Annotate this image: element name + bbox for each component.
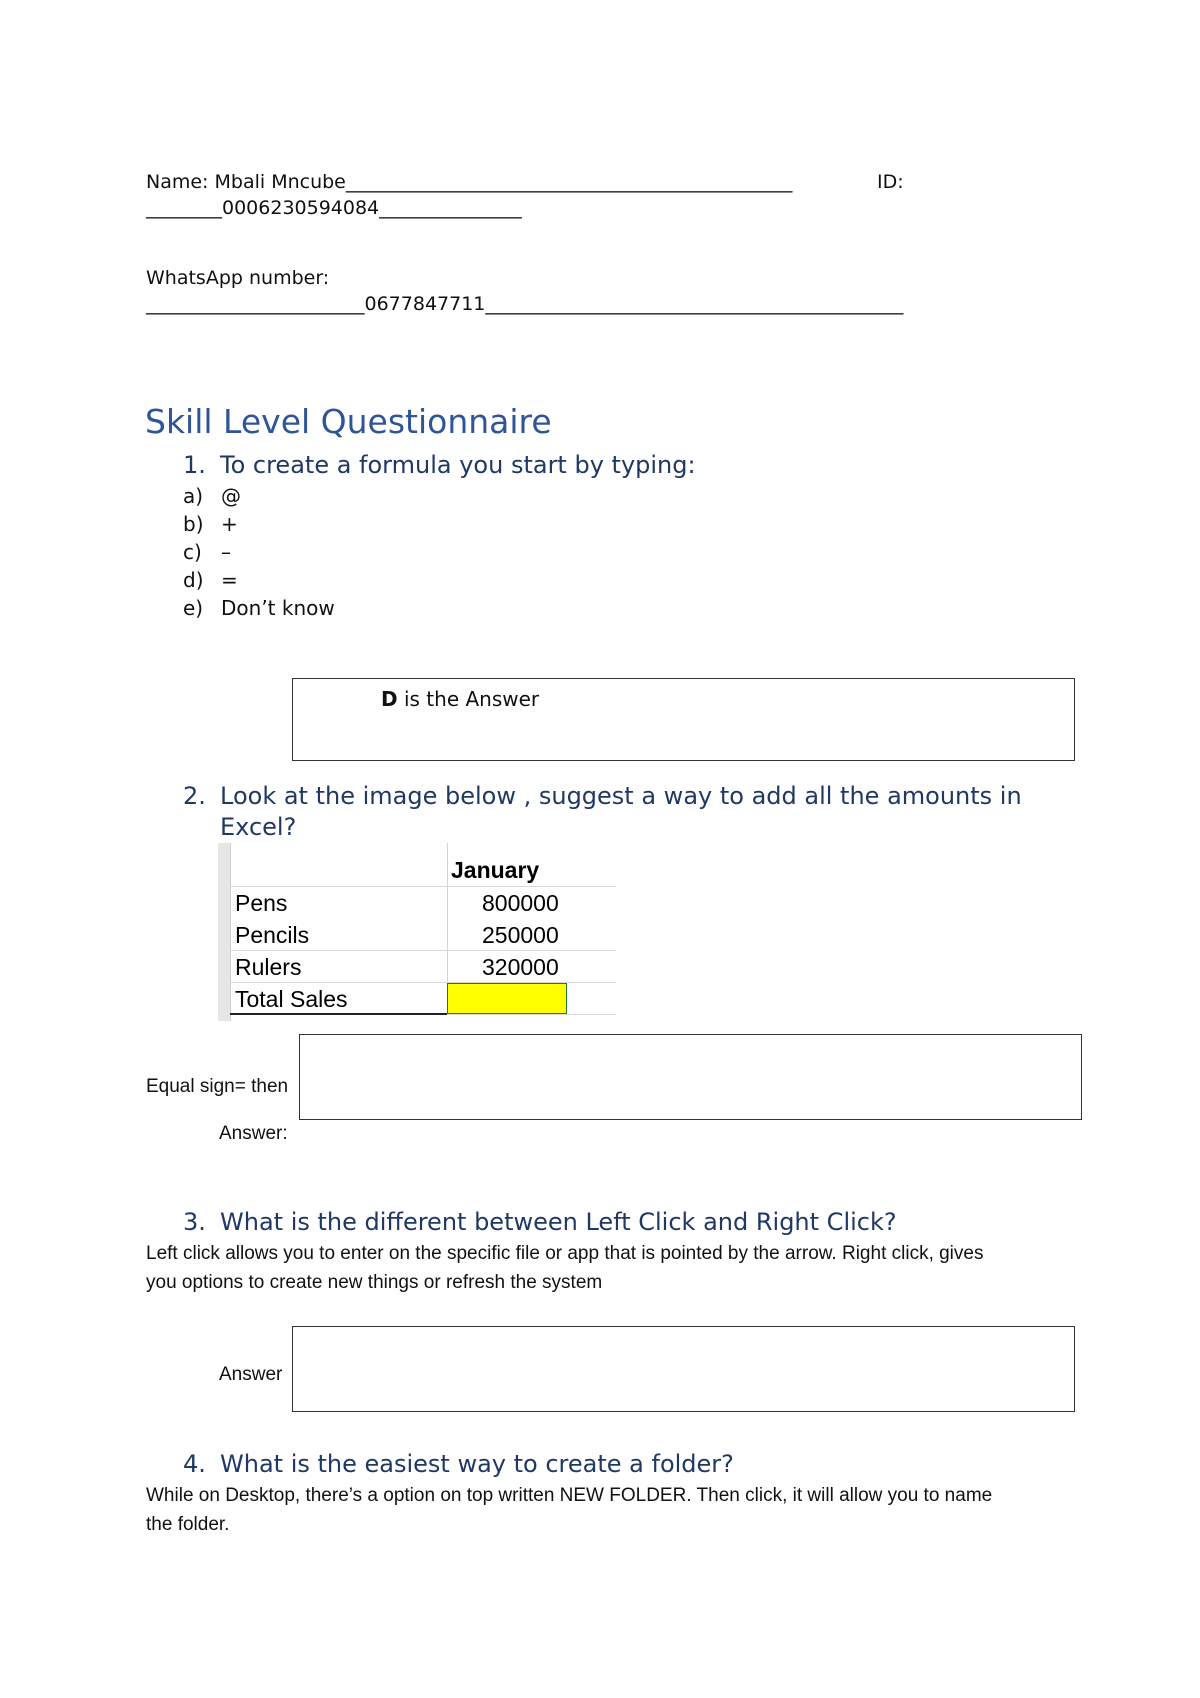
q1-answer-rest: is the Answer [397, 687, 540, 711]
option-d: d) = [183, 568, 238, 592]
question-3 [183, 1207, 1083, 1239]
table-row-amount: 320000 [482, 954, 559, 980]
q3-answer-label: Answer [219, 1364, 283, 1385]
q3-answer-line1: Left click allows you to enter on the specific file or app that is pointed by the arrow. Right click, gives [146, 1243, 984, 1264]
question-1 [183, 450, 1083, 482]
question-2-number: 2. [183, 782, 206, 810]
id-prefix: ________ [146, 197, 222, 219]
whatsapp-prefix: _______________________ [146, 293, 365, 315]
question-1-text: To create a formula you start by typing: [220, 451, 696, 479]
q2-answer-box[interactable] [299, 1034, 1082, 1120]
id-suffix: _______________ [379, 197, 522, 219]
gridline [230, 886, 616, 887]
question-2-text-line2: Excel? [220, 813, 297, 841]
page-title: Skill Level Questionnaire [145, 402, 552, 441]
table-row-item: Pens [235, 890, 288, 916]
q1-answer-bold: D [381, 687, 398, 711]
total-sales-highlight-cell[interactable] [447, 983, 567, 1014]
table-row-item: Rulers [235, 954, 302, 980]
q2-answer-prefix: Equal sign= then [146, 1076, 289, 1097]
whatsapp-suffix: ____________________________________________ [485, 293, 904, 315]
table-row-item: Pencils [235, 922, 310, 948]
whatsapp-label: WhatsApp number: [146, 267, 330, 289]
question-2-text-line1: Look at the image below , suggest a way to add all the amounts in [220, 782, 1022, 810]
option-a: a) @ [183, 484, 241, 508]
question-2 [183, 781, 1083, 845]
question-4 [183, 1449, 1083, 1481]
q1-answer-box[interactable] [292, 678, 1075, 761]
question-1-number: 1. [183, 451, 206, 479]
q3-answer-line2: you options to create new things or refresh the system [146, 1272, 603, 1293]
name-text: Name: Mbali Mncube [146, 171, 346, 193]
option-c: c) – [183, 540, 231, 564]
q4-answer-line2: the folder. [146, 1514, 230, 1535]
question-3-text: What is the different between Left Click and Right Click? [220, 1208, 897, 1236]
q4-answer-line1: While on Desktop, there’s a option on top written NEW FOLDER. Then click, it will allow you to name [146, 1485, 993, 1506]
total-row-border [230, 1013, 447, 1015]
table-row-amount: 800000 [482, 890, 559, 916]
option-e: e) Don’t know [183, 596, 335, 620]
question-4-number: 4. [183, 1450, 206, 1478]
table-row-amount: 250000 [482, 922, 559, 948]
id-line [146, 195, 522, 221]
q2-answer-label: Answer: [219, 1123, 288, 1144]
option-b: b) + [183, 512, 238, 536]
q1-answer-text [381, 686, 539, 712]
id-value: 0006230594084 [222, 197, 380, 219]
question-3-number: 3. [183, 1208, 206, 1236]
q3-answer-box[interactable] [292, 1326, 1075, 1412]
name-underscores: _______________________________________________ [345, 171, 793, 193]
gridline [230, 950, 616, 951]
table-row-item: Total Sales [235, 986, 348, 1012]
name-line [146, 169, 792, 195]
whatsapp-line [146, 291, 903, 317]
row-header-strip [218, 843, 231, 1021]
id-label: ID: [877, 171, 904, 193]
q1-options [183, 482, 335, 622]
whatsapp-value: 0677847711 [364, 293, 486, 315]
question-4-text: What is the easiest way to create a folder? [220, 1450, 734, 1478]
table-header-january: January [451, 857, 540, 883]
excel-table [218, 843, 616, 1021]
